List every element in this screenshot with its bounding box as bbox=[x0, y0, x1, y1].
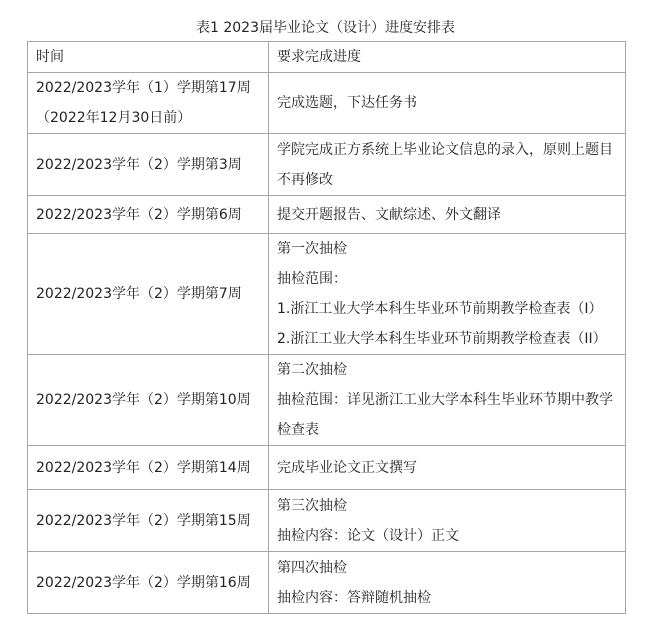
requirement-text: 完成毕业论文正文撰写 bbox=[277, 459, 417, 476]
requirement-content: 抽检内容：答辩随机抽检 bbox=[277, 589, 431, 606]
table-row bbox=[28, 134, 626, 196]
header-cell-requirement: 要求完成进度 bbox=[269, 42, 626, 73]
requirement-item: 1.浙江工业大学本科生毕业环节前期教学检查表（I） bbox=[277, 301, 603, 317]
time-text: 2022/2023学年（2）学期第10周 bbox=[36, 392, 251, 408]
requirement-scope-label: 抽检范围： bbox=[277, 271, 347, 287]
time-text: 2022/2023学年（2）学期第3周 bbox=[36, 156, 242, 173]
requirement-cell bbox=[269, 552, 626, 614]
requirement-text: 提交开题报告、文献综述、外文翻译 bbox=[277, 206, 501, 223]
requirement-text: 完成选题，下达任务书 bbox=[277, 95, 417, 111]
time-cell bbox=[28, 355, 269, 446]
time-cell bbox=[28, 134, 269, 196]
table-row bbox=[28, 196, 626, 234]
time-text: 2022/2023学年（2）学期第7周 bbox=[36, 286, 242, 302]
table-header-row bbox=[28, 42, 626, 73]
time-cell bbox=[28, 234, 269, 355]
requirement-content: 抽检内容：论文（设计）正文 bbox=[277, 527, 459, 544]
requirement-cell bbox=[269, 234, 626, 355]
time-text: 2022/2023学年（2）学期第15周 bbox=[36, 512, 251, 529]
requirement-cell bbox=[269, 134, 626, 196]
time-cell bbox=[28, 196, 269, 234]
time-text: 2022/2023学年（2）学期第16周 bbox=[36, 574, 251, 591]
time-text: 2022/2023学年（1）学期第17周 bbox=[36, 80, 251, 96]
header-cell-time: 时间 bbox=[28, 42, 269, 73]
table-row bbox=[28, 355, 626, 446]
time-cell bbox=[28, 446, 269, 490]
time-text: 2022/2023学年（2）学期第6周 bbox=[36, 206, 242, 223]
time-text: 2022/2023学年（2）学期第14周 bbox=[36, 459, 251, 476]
table-caption: 表1 2023届毕业论文（设计）进度安排表 bbox=[196, 20, 455, 36]
requirement-cell bbox=[269, 73, 626, 134]
requirement-title: 第一次抽检 bbox=[277, 241, 347, 257]
requirement-title: 第二次抽检 bbox=[277, 362, 347, 378]
table-row bbox=[28, 446, 626, 490]
requirement-scope: 抽检范围：详见浙江工业大学本科生毕业环节期中教学检查表 bbox=[277, 392, 613, 438]
time-note: （2022年12月30日前） bbox=[36, 110, 192, 126]
requirement-cell bbox=[269, 355, 626, 446]
requirement-cell bbox=[269, 196, 626, 234]
requirement-title: 第三次抽检 bbox=[277, 497, 347, 514]
schedule-table bbox=[27, 41, 626, 614]
time-cell bbox=[28, 73, 269, 134]
time-cell bbox=[28, 490, 269, 552]
time-cell bbox=[28, 552, 269, 614]
requirement-item: 2.浙江工业大学本科生毕业环节前期教学检查表（II） bbox=[277, 331, 607, 347]
requirement-cell bbox=[269, 490, 626, 552]
table-row bbox=[28, 490, 626, 552]
requirement-text: 学院完成正方系统上毕业论文信息的录入，原则上题目不再修改 bbox=[277, 141, 613, 188]
requirement-title: 第四次抽检 bbox=[277, 559, 347, 576]
table-row bbox=[28, 552, 626, 614]
table-row bbox=[28, 73, 626, 134]
requirement-cell bbox=[269, 446, 626, 490]
table-row bbox=[28, 234, 626, 355]
